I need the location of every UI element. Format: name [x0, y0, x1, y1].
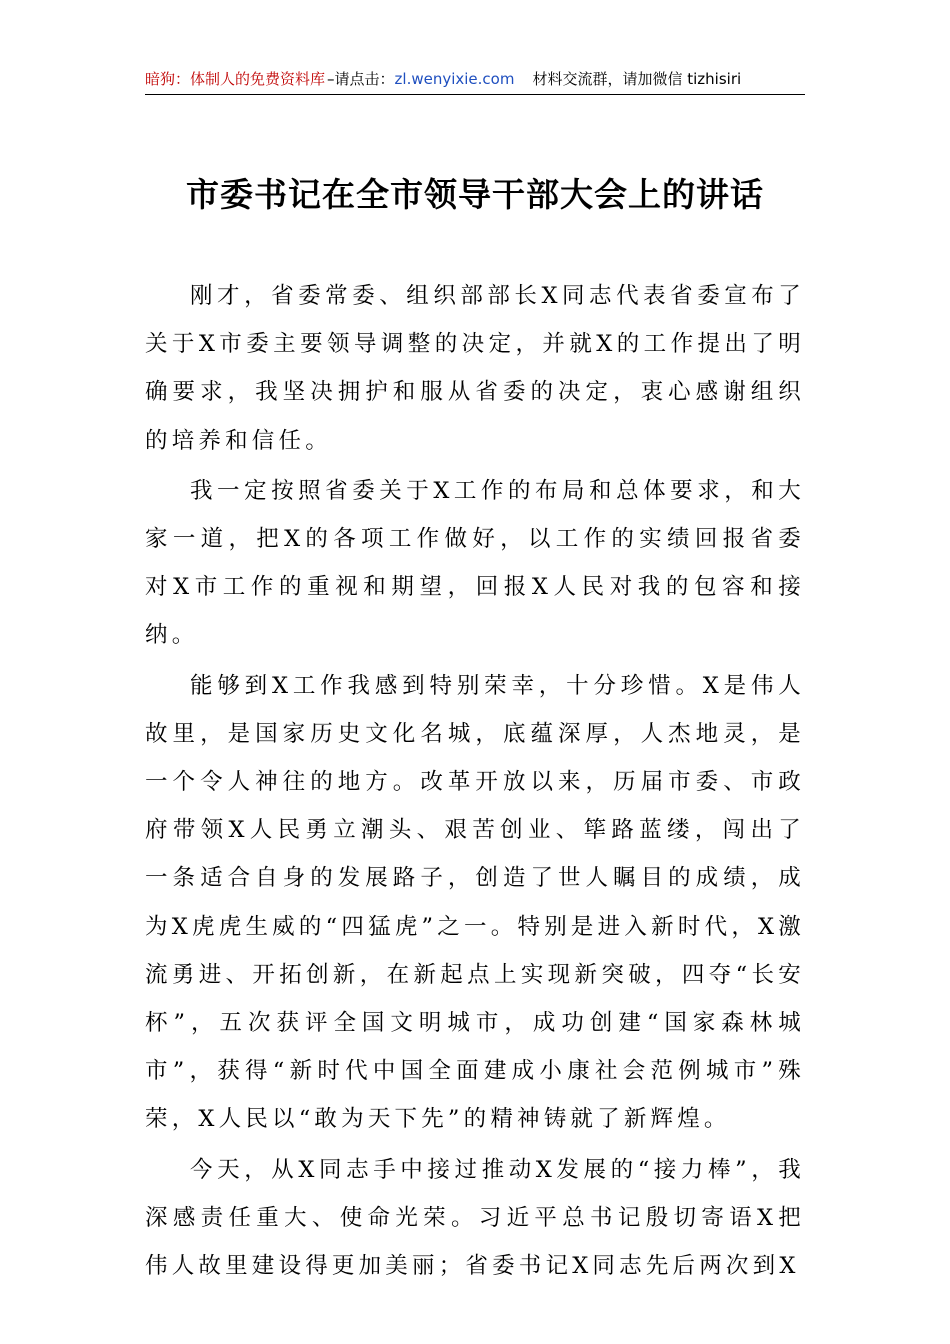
- header-group-text: 材料交流群，请加微信 tizhisiri: [532, 70, 742, 88]
- header-brand-text: 暗狗：体制人的免费资料库: [145, 70, 326, 88]
- header-website-link[interactable]: zl.wenyixie.com: [394, 70, 515, 88]
- paragraph: 我一定按照省委关于X工作的布局和总体要求，和大家一道，把X的各项工作做好，以工作的实绩回报省委对X市工作的重视和期望，回报X人民对我的包容和接纳。: [145, 477, 805, 649]
- paragraph: 刚才，省委常委、组织部部长X同志代表省委宣布了关于X市委主要领导调整的决定，并就X的工作提出了明确要求，我坚决拥护和服从省委的决定，衷心感谢组织的培养和信任。: [145, 283, 805, 454]
- paragraph: 能够到X工作我感到特别荣幸，十分珍惜。X是伟人故里，是国家历史文化名城，底蕴深厚，人杰地灵，是一个令人神往的地方。改革开放以来，历届市委、市政府带领X人民勇立潮头、艰苦创业、筚路蓝缕，闯出了一条适合自身的发展路子，创造了世人瞩目的成绩，成为X虎虎生威的“四猛虎”之一。特别是进入新时代，X激流勇进、开拓创新，在新起点上实现新突破，四夺“长安杯”，五次获评全国文明城市，成功创建“国家森林城市”，获得“新时代中国全面建成小康社会范例城市”殊荣，X人民以“敢为天下先”的精神铸就了新辉煌。: [145, 672, 805, 1133]
- page-header: [145, 64, 805, 95]
- header-separator-text: –请点击：: [327, 70, 395, 88]
- document-body: [145, 272, 805, 1292]
- paragraph: 今天，从X同志手中接过推动X发展的“接力棒”，我深感责任重大、使命光荣。习近平总书记殷切寄语X把伟人故里建设得更加美丽；省委书记X同志先后两次到X: [145, 1156, 805, 1280]
- document-title: 市委书记在全市领导干部大会上的讲话: [186, 175, 764, 214]
